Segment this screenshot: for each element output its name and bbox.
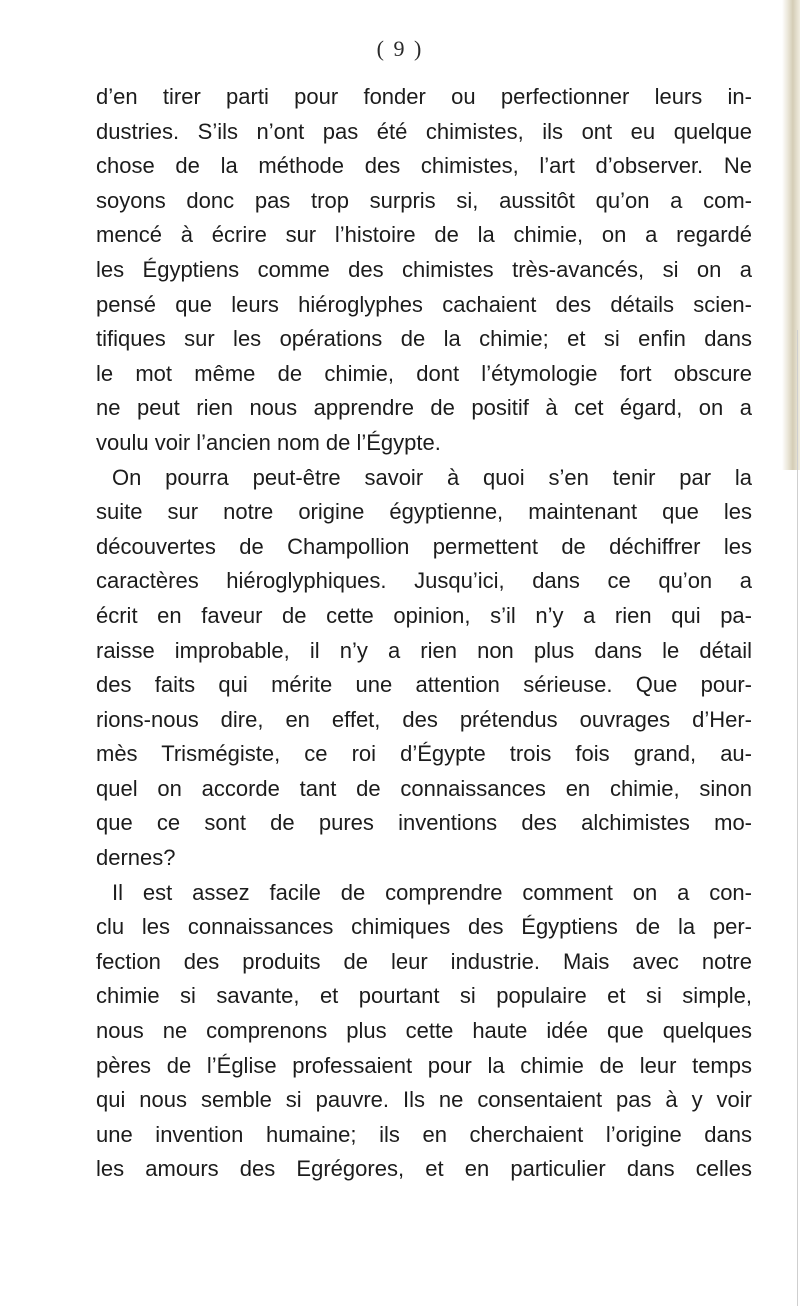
text-line: les Égyptiens comme des chimistes très-avancés, si on a — [96, 256, 752, 282]
text-line: chose de la méthode des chimistes, l’art d’observer. Ne — [96, 153, 752, 179]
text-line: une invention humaine; ils en cherchaient l’origine dans — [96, 1121, 752, 1147]
text-line: dernes? — [96, 845, 176, 871]
text-line: qui nous semble si pauvre. Ils ne consentaient pas à y voir — [96, 1087, 752, 1113]
text-line: les amours des Egrégores, et en particulier dans celles — [96, 1156, 752, 1182]
text-line: le mot même de chimie, dont l’étymologie fort obscure — [96, 360, 752, 386]
text-line: ne peut rien nous apprendre de positif à cet égard, on a — [96, 395, 752, 421]
text-line: quel on accorde tant de connaissances en chimie, sinon — [96, 775, 752, 801]
text-line: voulu voir l’ancien nom de l’Égypte. — [96, 429, 441, 455]
text-line: caractères hiéroglyphiques. Jusqu’ici, dans ce qu’on a — [96, 568, 752, 594]
text-line: raisse improbable, il n’y a rien non plus dans le détail — [96, 637, 752, 663]
text-line: découvertes de Champollion permettent de déchiffrer les — [96, 533, 752, 559]
text-line: des faits qui mérite une attention sérieuse. Que pour- — [96, 672, 752, 698]
text-line: chimie si savante, et pourtant si populaire et si simple, — [96, 983, 752, 1009]
text-line: Il est assez facile de comprendre comment on a con- — [112, 879, 752, 905]
text-line: suite sur notre origine égyptienne, maintenant que les — [96, 499, 752, 525]
text-line: pensé que leurs hiéroglyphes cachaient des détails scien- — [96, 291, 752, 317]
text-line: tifiques sur les opérations de la chimie; et si enfin dans — [96, 326, 752, 352]
text-line: dustries. S’ils n’ont pas été chimistes, ils ont eu quelque — [96, 118, 752, 144]
text-line: clu les connaissances chimiques des Égyptiens de la per- — [96, 914, 752, 940]
page-edge-line — [797, 330, 798, 1306]
text-line: rions-nous dire, en effet, des prétendus ouvrages d’Her- — [96, 706, 752, 732]
page-number: ( 9 ) — [376, 36, 424, 61]
text-line: que ce sont de pures inventions des alchimistes mo- — [96, 810, 752, 836]
text-line: nous ne comprenons plus cette haute idée que quelques — [96, 1018, 752, 1044]
text-line: pères de l’Église professaient pour la chimie de leur temps — [96, 1052, 752, 1078]
text-line: d’en tirer parti pour fonder ou perfectionner leurs in- — [96, 84, 752, 109]
text-line: soyons donc pas trop surpris si, aussitôt qu’on a com- — [96, 187, 752, 213]
text-line: On pourra peut-être savoir à quoi s’en tenir par la — [112, 464, 752, 490]
body-text — [96, 80, 752, 1187]
text-line: mencé à écrire sur l’histoire de la chimie, on a regardé — [96, 222, 752, 248]
text-line: écrit en faveur de cette opinion, s’il n’y a rien qui pa- — [96, 602, 752, 628]
text-line: mès Trismégiste, ce roi d’Égypte trois fois grand, au- — [96, 741, 752, 767]
text-line: fection des produits de leur industrie. Mais avec notre — [96, 948, 752, 974]
